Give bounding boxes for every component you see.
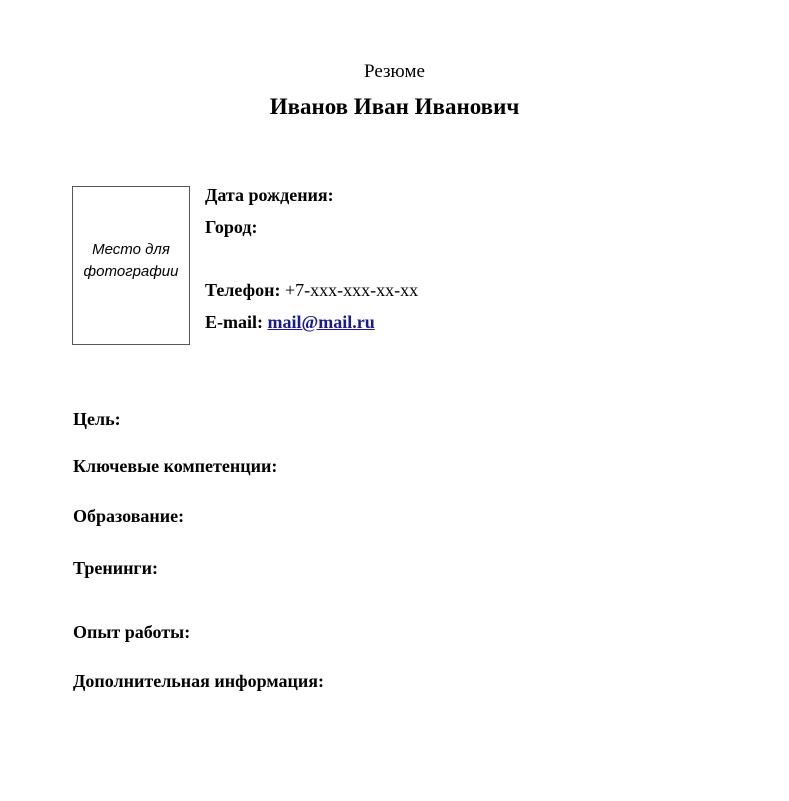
city-label: Город: xyxy=(205,217,258,237)
section-competencies: Ключевые компетенции: xyxy=(73,456,278,476)
section-trainings: Тренинги: xyxy=(73,558,158,578)
section-experience: Опыт работы: xyxy=(73,622,191,642)
phone-value: +7-xxx-xxx-xx-xx xyxy=(284,280,419,300)
section-additional-info: Дополнительная информация: xyxy=(73,671,324,691)
document-label: Резюме xyxy=(364,61,425,82)
birth-date-row xyxy=(205,184,334,206)
full-name-heading: Иванов Иван Иванович xyxy=(269,94,520,119)
email-link[interactable]: mail@mail.ru xyxy=(267,312,375,332)
section-education: Образование: xyxy=(73,506,185,526)
email-label: E-mail: xyxy=(205,312,263,332)
phone-row xyxy=(205,279,418,301)
city-row xyxy=(205,216,257,238)
section-goal: Цель: xyxy=(73,409,121,429)
photo-placeholder xyxy=(72,186,190,345)
birth-date-label: Дата рождения: xyxy=(205,185,334,205)
email-row xyxy=(205,311,375,333)
photo-placeholder-text: Место для фотографии xyxy=(83,240,179,280)
phone-label: Телефон: xyxy=(205,280,281,300)
